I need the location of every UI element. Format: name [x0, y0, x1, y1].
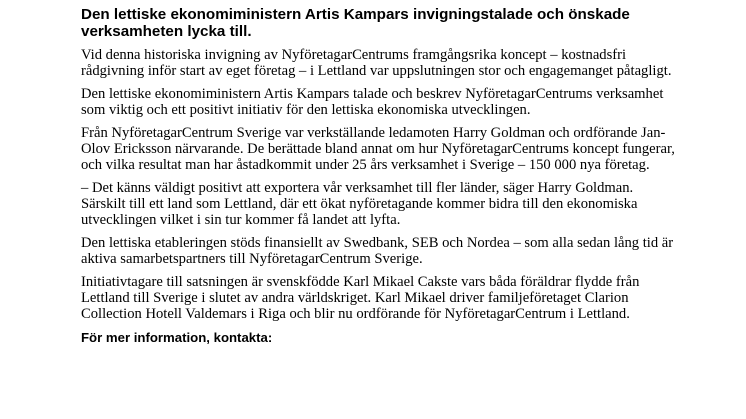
article-heading: Den lettiske ekonomiministern Artis Kampars invigningstalade och önskade verksamheten lycka till. — [81, 6, 630, 40]
paragraph-financing: Den lettiska etableringen stöds finansiellt av Swedbank, SEB och Nordea – som alla sedan lång tid är aktiva samarbetspartners till NyföretagarCentrum Sverige. — [81, 234, 674, 267]
paragraph-minister: Den lettiske ekonomiministern Artis Kampars talade och beskrev NyföretagarCentrums verksamhet som viktig och ett positivt initiativ för den lettiska ekonomiska utvecklingen. — [81, 86, 664, 118]
paragraph-inauguration: Vid denna historiska invigning av NyföretagarCentrums framgångsrika koncept – kostnadsfri rådgivning inför start av eget företag – i Lettland var uppslutningen stor och engagemanget påtagligt. — [81, 47, 672, 79]
paragraph-quote: – Det känns väldigt positivt att exportera vår verksamhet till fler länder, säger Harry Goldman. Särskilt till ett land som Lettland, där ett ökat nyföretagande kommer bidra till den ekonomiska utvecklingen vilket i sin tur kommer få landet att lyfta. — [81, 180, 638, 228]
contact-heading: För mer information, kontakta: — [81, 329, 273, 345]
paragraph-sweden-delegation: Från NyföretagarCentrum Sverige var verkställande ledamoten Harry Goldman och ordförande Jan-Olov Ericksson närvarande. De berättade bland annat om hur NyföretagarCentrums koncept fungerar, och vilka resultat man har åstadkommit under 25 års verksamhet i Sverige – 150 000 nya företag. — [81, 125, 675, 173]
paragraph-initiator: Initiativtagare till satsningen är svenskfödde Karl Mikael Cakste vars båda föräldrar flydde från Lettland till Sverige i slutet av andra världskriget. Karl Mikael driver familjeföretaget Clarion Collection Hotell Valdemars i Riga och blir nu ordförande för NyföretagarCentrum i Lettland. — [81, 274, 640, 322]
press-release — [81, 6, 681, 346]
